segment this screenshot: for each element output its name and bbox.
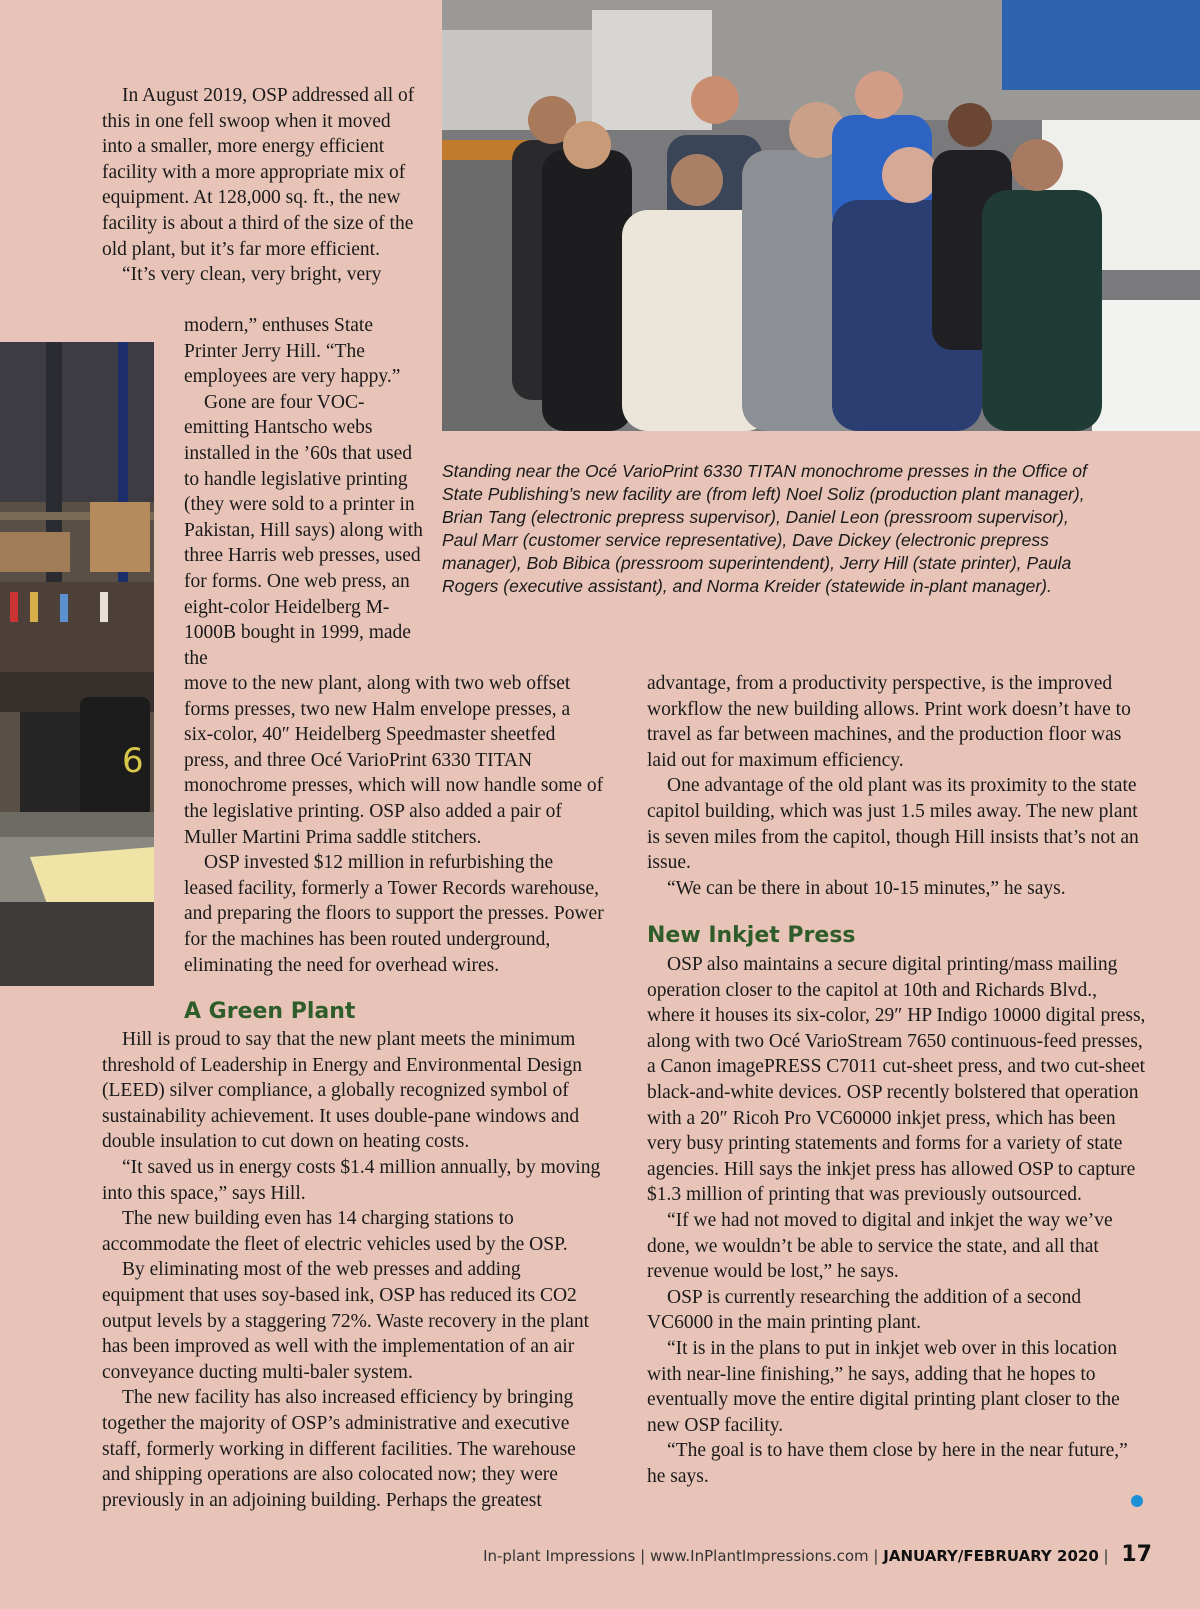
page-footer — [400, 1542, 1152, 1567]
paragraph: OSP also maintains a secure digital printing/mass mailing operation closer to the capitol at 10th and Richards Blvd., where it houses its six-color, 29″ HP Indigo 10000 digital press, along with two Océ VarioStream 7650 continuous-feed presses, a Canon imagePRESS C7011 cut-sheet press, and two cut-sheet black-and-white devices. OSP recently bolstered that operation with a 20″ Ricoh Pro VC60000 inkjet press, which has been very busy printing statements and forms for a variety of state agencies. Hill says the inkjet press has allowed OSP to capture $1.3 million of printing that was previously outsourced. — [647, 954, 1146, 1206]
paragraph: “The goal is to have them close by here in the near future,” he says. — [647, 1440, 1128, 1487]
footer-separator: | — [873, 1547, 884, 1565]
paragraph: modern,” enthuses State Printer Jerry Hill. “The employees are very happy.” — [184, 315, 401, 388]
paragraph: “We can be there in about 10-15 minutes,” he says. — [667, 877, 1066, 899]
section-heading: New Inkjet Press — [647, 923, 856, 948]
paragraph: By eliminating most of the web presses and adding equipment that uses soy-based ink, OSP has reduced its CO2 output levels by a staggering 72%. Waste recovery in the plant has been improved as well with the implementation of an air conveyance ducting multi-baler system. — [102, 1259, 590, 1383]
column1-intro — [102, 83, 420, 288]
paragraph: The new facility has also increased efficiency by bringing together the majority of OSP’s administrative and executive staff, formerly working in different facilities. The warehouse and shipping operations are also colocated now; they were previously in an adjoining building. Perhaps the greatest — [102, 1387, 576, 1511]
paragraph: move to the new plant, along with two web offset forms presses, two new Halm envelope presses, a six-color, 40″ Heidelberg Speedmaster sheetfed press, and three Océ VarioPrint 6330 TITAN monochrome presses, which will now handle some of the legislative printing. OSP also added a pair of Muller Martini Prima saddle stitchers. — [184, 673, 604, 848]
paragraph: “It is in the plans to put in inkjet web over in this location with near-line finishing,” he says, adding that he hopes to eventually move the entire digital printing plant closer to the new OSP facility. — [647, 1337, 1120, 1436]
column2-top — [647, 671, 1147, 901]
paragraph: OSP is currently researching the addition of a second VC6000 in the main printing plant. — [647, 1286, 1082, 1334]
column1-middle — [184, 671, 604, 978]
end-of-article-dot-icon — [1131, 1495, 1143, 1507]
footer-publication: In-plant Impressions — [483, 1547, 636, 1565]
paragraph: “If we had not moved to digital and inkjet the way we’ve done, we wouldn’t be able to service the state, and all that revenue would be lost,” he says. — [647, 1209, 1113, 1283]
page-number: 17 — [1121, 1542, 1152, 1567]
section-heading: A Green Plant — [184, 999, 356, 1024]
footer-issue: JANUARY/FEBRUARY 2020 — [883, 1547, 1099, 1565]
section-inkjet — [647, 952, 1147, 1489]
photo-caption: Standing near the Océ VarioPrint 6330 TITAN monochrome presses in the Office of State Publishing’s new facility are (from left) Noel Soliz (production plant manager), Brian Tang (electronic prepress supervisor), Daniel Leon (pressroom supervisor), Paul Marr (customer service representative), Dave Dickey (electronic prepress manager), Bob Bibica (pressroom superintendent), Jerry Hill (state printer), Paula Rogers (executive assistant), and Norma Kreider (statewide in-plant manager). — [442, 461, 1087, 596]
paragraph: Gone are four VOC-emitting Hantscho webs installed in the ’60s that used to handle legislative printing (they were sold to a printer in Pakistan, Hill says) along with three Harris web presses, used for forms. One web press, an eight-color Heidelberg M-1000B bought in 1999, made the — [184, 391, 423, 669]
paragraph: “It’s very clean, very bright, very — [122, 264, 382, 286]
paragraph: advantage, from a productivity perspective, is the improved workflow the new building allows. Print work doesn’t have to travel as far between machines, and the production floor was laid out for maximum efficiency. — [647, 673, 1131, 771]
footer-separator: | — [1103, 1547, 1114, 1565]
paragraph: The new building even has 14 charging stations to accommodate the fleet of electric vehicles used by the OSP. — [102, 1208, 568, 1255]
paragraph: Hill is proud to say that the new plant meets the minimum threshold of Leadership in Energy and Environmental Design (LEED) silver compliance, a globally recognized symbol of sustainability achievement. It uses double-pane windows and double insulation to cut down on heating costs. — [102, 1029, 582, 1153]
column1-narrow — [184, 313, 424, 671]
paragraph: In August 2019, OSP addressed all of this in one fell swoop when it moved into a smaller, more energy efficient facility with a more appropriate mix of equipment. At 128,000 sq. ft., the new facility is about a third of the size of the old plant, but it’s far more efficient. — [102, 85, 415, 260]
warehouse-photo — [0, 342, 154, 986]
footer-url[interactable]: www.InPlantImpressions.com — [649, 1547, 869, 1565]
section-inkjet-heading — [647, 922, 1147, 950]
section-green-plant-heading — [184, 998, 604, 1026]
paragraph: “It saved us in energy costs $1.4 million annually, by moving into this space,” says Hill. — [102, 1156, 601, 1204]
paragraph: OSP invested $12 million in refurbishing the leased facility, formerly a Tower Records warehouse, and preparing the floors to support the presses. Power for the machines has been routed underground, eliminating the need for overhead wires. — [184, 852, 604, 976]
paragraph: One advantage of the old plant was its proximity to the state capitol building, which was just 1.5 miles away. The new plant is seven miles from the capitol, though Hill insists that’s not an issue. — [647, 775, 1139, 874]
section-green-plant — [102, 1027, 604, 1513]
svg-text:6: 6 — [122, 741, 144, 781]
footer-separator: | — [640, 1547, 650, 1565]
staff-group-photo — [442, 0, 1200, 431]
